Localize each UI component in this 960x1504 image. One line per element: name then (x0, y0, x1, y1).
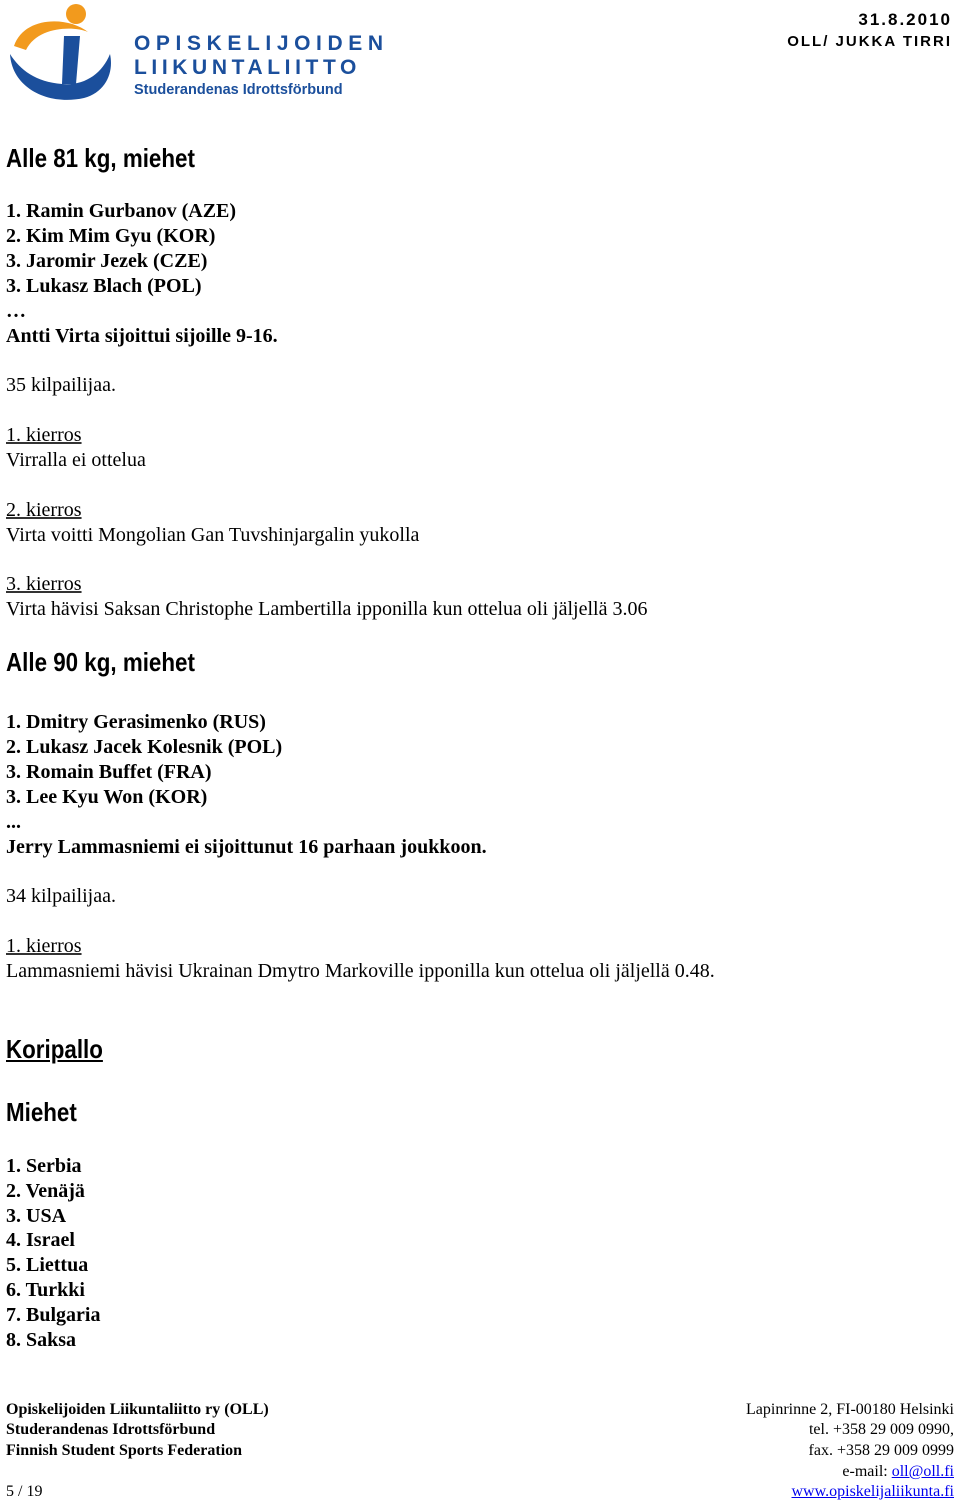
result-90-3b: 3. Lee Kyu Won (KOR) (6, 786, 208, 808)
footer-address: Lapinrinne 2, FI-00180 Helsinki (746, 1401, 954, 1418)
section-81-title: Alle 81 kg, miehet (6, 143, 195, 173)
basketball-result-4: 4. Israel (6, 1229, 75, 1251)
basketball-title: Koripallo (6, 1034, 103, 1064)
footer-email-label: e-mail: (842, 1463, 892, 1480)
round-90-1-label: 1. kierros (6, 935, 82, 957)
participants-81: 35 kilpailijaa. (6, 374, 116, 396)
result-81-note: Antti Virta sijoittui sijoille 9-16. (6, 325, 278, 347)
result-90-1: 1. Dmitry Gerasimenko (RUS) (6, 711, 266, 733)
footer-fax: fax. +358 29 009 0999 (808, 1442, 954, 1459)
oll-logo (6, 2, 389, 102)
round-81-2-label: 2. kierros (6, 499, 82, 521)
page-number: 5 / 19 (6, 1483, 43, 1500)
footer-email-link[interactable]: oll@oll.fi (891, 1463, 954, 1480)
logo-line-1: OPISKELIJOIDEN (134, 32, 389, 55)
section-90-title: Alle 90 kg, miehet (6, 647, 195, 677)
footer-org-fi: Opiskelijoiden Liikuntaliitto ry (OLL) (6, 1401, 269, 1418)
logo-line-3: Studerandenas Idrottsförbund (134, 82, 343, 98)
footer-org-en: Finnish Student Sports Federation (6, 1442, 243, 1459)
basketball-result-3: 3. USA (6, 1205, 67, 1227)
logo-wordmark (134, 32, 389, 99)
footer-website-line (792, 1482, 955, 1503)
basketball-result-8: 8. Saksa (6, 1329, 77, 1351)
round-81-2-text: Virta voitti Mongolian Gan Tuvshinjargalin yukolla (6, 524, 420, 546)
result-90-2: 2. Lukasz Jacek Kolesnik (POL) (6, 736, 283, 758)
result-81-3a: 3. Jaromir Jezek (CZE) (6, 250, 208, 272)
result-81-2: 2. Kim Mim Gyu (KOR) (6, 225, 216, 247)
footer-website-link[interactable]: www.opiskelijaliikunta.fi (791, 1483, 954, 1500)
result-81-3b: 3. Lukasz Blach (POL) (6, 275, 202, 297)
basketball-result-1: 1. Serbia (6, 1155, 82, 1177)
result-90-ellipsis: ... (6, 811, 21, 833)
result-90-note: Jerry Lammasniemi ei sijoittunut 16 parhaan joukkoon. (6, 836, 487, 858)
footer-org-sv: Studerandenas Idrottsförbund (6, 1421, 216, 1438)
footer-tel: tel. +358 29 009 0990, (808, 1421, 954, 1438)
basketball-category: Miehet (6, 1097, 77, 1127)
oll-emblem-icon (6, 2, 116, 102)
round-90-1-text: Lammasniemi hävisi Ukrainan Dmytro Markoville ipponilla kun ottelua oli jäljellä 0.48. (6, 960, 715, 982)
round-81-3-text: Virta hävisi Saksan Christophe Lambertilla ipponilla kun ottelua oli jäljellä 3.06 (6, 598, 648, 620)
header-author: OLL/ JUKKA TIRRI (787, 33, 952, 50)
header-meta (787, 8, 952, 52)
header-date: 31.8.2010 (858, 10, 952, 29)
logo-line-2: LIIKUNTALIITTO (134, 56, 361, 79)
result-81-1: 1. Ramin Gurbanov (AZE) (6, 200, 237, 222)
footer-email-line (842, 1462, 954, 1483)
basketball-result-7: 7. Bulgaria (6, 1304, 101, 1326)
basketball-result-2: 2. Venäjä (6, 1180, 85, 1202)
result-90-3a: 3. Romain Buffet (FRA) (6, 761, 212, 783)
basketball-result-5: 5. Liettua (6, 1254, 89, 1276)
round-81-1-label: 1. kierros (6, 424, 82, 446)
basketball-result-6: 6. Turkki (6, 1279, 85, 1301)
participants-90: 34 kilpailijaa. (6, 885, 116, 907)
round-81-3-label: 3. kierros (6, 573, 82, 595)
result-81-ellipsis: … (6, 300, 26, 322)
round-81-1-text: Virralla ei ottelua (6, 449, 146, 471)
